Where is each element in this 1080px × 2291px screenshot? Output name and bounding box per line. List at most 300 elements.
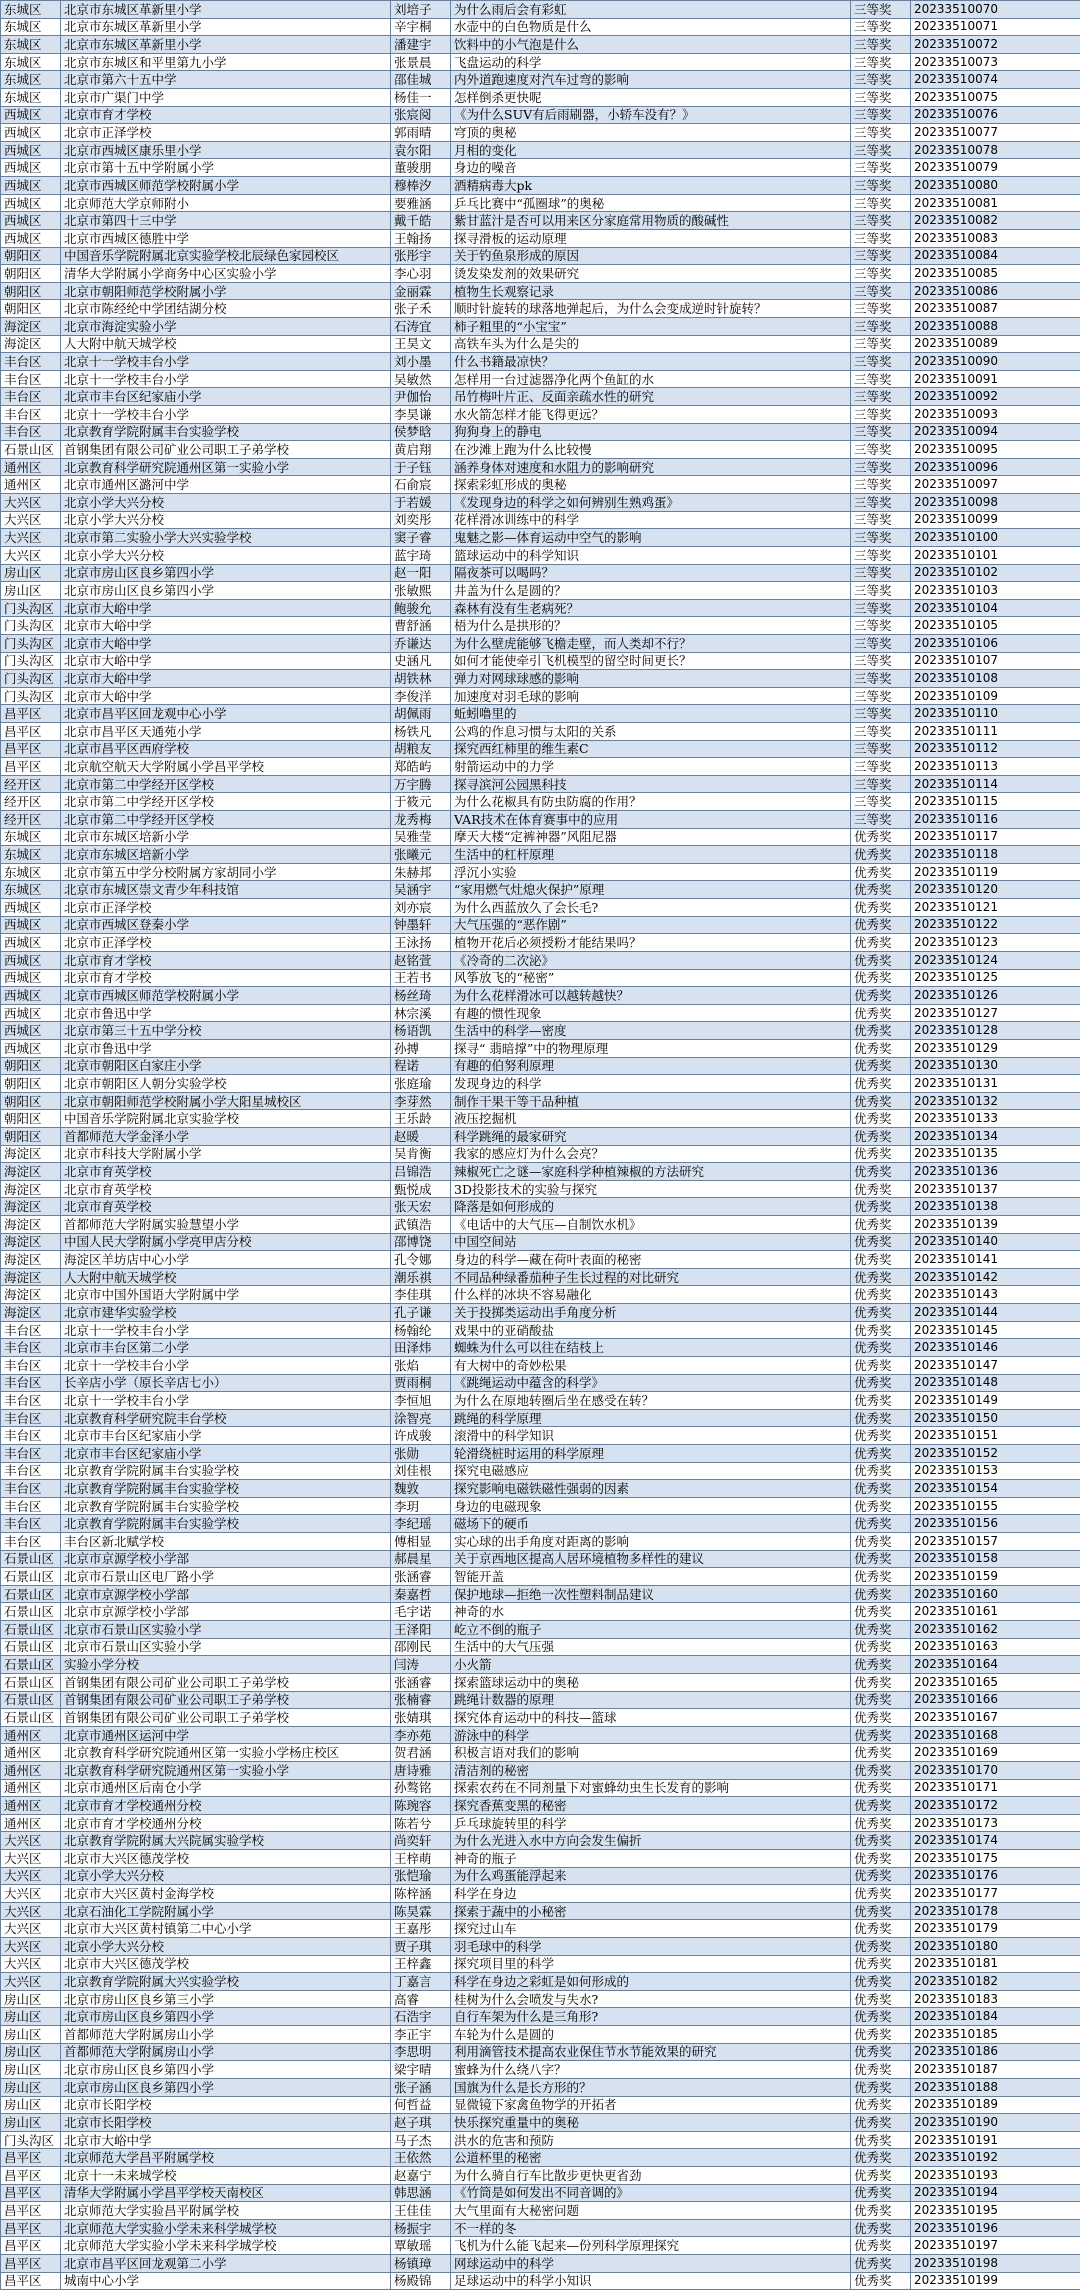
project-title-cell: 植物开花后必须授粉才能结果吗？ — [451, 934, 851, 952]
table-row — [1, 441, 1080, 459]
entry-number-cell: 20233510110 — [911, 705, 1080, 723]
district-cell: 海淀区 — [1, 1286, 61, 1304]
district-cell: 东城区 — [1, 18, 61, 36]
entry-number-cell: 20233510079 — [911, 159, 1080, 177]
award-level-cell: 优秀奖 — [851, 1990, 911, 2008]
entry-number-cell: 20233510192 — [911, 2149, 1080, 2167]
school-cell: 北京市大峪中学 — [61, 634, 391, 652]
school-cell: 北京教育科学研究院通州区第一实验小学 — [61, 1761, 391, 1779]
entry-number-cell: 20233510122 — [911, 916, 1080, 934]
project-title-cell: 柿子粗里的“小宝宝” — [451, 317, 851, 335]
school-cell: 北京市正泽学校 — [61, 124, 391, 142]
district-cell: 通州区 — [1, 458, 61, 476]
entry-number-cell: 20233510116 — [911, 811, 1080, 829]
project-title-cell: 水火箭怎样才能飞得更远？ — [451, 406, 851, 424]
school-cell: 北京十一学校丰台小学 — [61, 370, 391, 388]
district-cell: 朝阳区 — [1, 1128, 61, 1146]
table-row — [1, 899, 1080, 917]
award-level-cell: 优秀奖 — [851, 899, 911, 917]
student-name-cell: 张敏熙 — [391, 582, 451, 600]
project-title-cell: 桂树为什么会喷发与失水? — [451, 1990, 851, 2008]
school-cell: 北京市东城区崇文青少年科技馆 — [61, 881, 391, 899]
student-name-cell: 张庭瑜 — [391, 1075, 451, 1093]
school-cell: 北京市丰台区纪家庙小学 — [61, 1444, 391, 1462]
school-cell: 北京市鲁迅中学 — [61, 1039, 391, 1057]
entry-number-cell: 20233510080 — [911, 177, 1080, 195]
school-cell: 北京市京源学校小学部 — [61, 1585, 391, 1603]
school-cell: 北京市陈经纶中学团结湖分校 — [61, 300, 391, 318]
award-level-cell: 优秀奖 — [851, 881, 911, 899]
entry-number-cell: 20233510152 — [911, 1444, 1080, 1462]
table-row — [1, 423, 1080, 441]
district-cell: 东城区 — [1, 89, 61, 107]
award-level-cell: 优秀奖 — [851, 2026, 911, 2044]
award-level-cell: 三等奖 — [851, 758, 911, 776]
award-level-cell: 优秀奖 — [851, 2114, 911, 2132]
entry-number-cell: 20233510107 — [911, 652, 1080, 670]
table-row — [1, 1, 1080, 19]
school-cell: 北京市昌平区回龙观中心小学 — [61, 705, 391, 723]
district-cell: 西城区 — [1, 916, 61, 934]
table-row — [1, 529, 1080, 547]
school-cell: 北京市大兴区黄村金海学校 — [61, 1885, 391, 1903]
entry-number-cell: 20233510180 — [911, 1938, 1080, 1956]
entry-number-cell: 20233510095 — [911, 441, 1080, 459]
award-level-cell: 三等奖 — [851, 406, 911, 424]
table-row — [1, 793, 1080, 811]
project-title-cell: 为什么壁虎能够飞檐走壁，而人类却不行？ — [451, 634, 851, 652]
school-cell: 北京市石景山区电厂路小学 — [61, 1568, 391, 1586]
student-name-cell: 杨丝琦 — [391, 987, 451, 1005]
district-cell: 丰台区 — [1, 1515, 61, 1533]
school-cell: 北京教育学院附属丰台实验学校 — [61, 1462, 391, 1480]
award-level-cell: 优秀奖 — [851, 1849, 911, 1867]
entry-number-cell: 20233510168 — [911, 1726, 1080, 1744]
district-cell: 西城区 — [1, 194, 61, 212]
school-cell: 北京市东城区培新小学 — [61, 846, 391, 864]
table-row — [1, 811, 1080, 829]
school-cell: 北京市西城区登秦小学 — [61, 916, 391, 934]
award-level-cell: 三等奖 — [851, 229, 911, 247]
entry-number-cell: 20233510139 — [911, 1216, 1080, 1234]
project-title-cell: 大气压强的“恶作剧” — [451, 916, 851, 934]
table-row — [1, 406, 1080, 424]
school-cell: 首都师范大学附属房山小学 — [61, 2043, 391, 2061]
entry-number-cell: 20233510137 — [911, 1180, 1080, 1198]
district-cell: 丰台区 — [1, 1356, 61, 1374]
entry-number-cell: 20233510085 — [911, 265, 1080, 283]
student-name-cell: 杨殿锦 — [391, 2272, 451, 2290]
district-cell: 大兴区 — [1, 1920, 61, 1938]
student-name-cell: 王佳佳 — [391, 2202, 451, 2220]
student-name-cell: 袁尔阳 — [391, 141, 451, 159]
award-level-cell: 优秀奖 — [851, 1568, 911, 1586]
table-row — [1, 335, 1080, 353]
school-cell: 北京教育学院附属丰台实验学校 — [61, 1497, 391, 1515]
table-row — [1, 1568, 1080, 1586]
entry-number-cell: 20233510126 — [911, 987, 1080, 1005]
table-row — [1, 1920, 1080, 1938]
entry-number-cell: 20233510088 — [911, 317, 1080, 335]
district-cell: 大兴区 — [1, 1938, 61, 1956]
award-level-cell: 优秀奖 — [851, 1462, 911, 1480]
student-name-cell: 孙搏 — [391, 1039, 451, 1057]
entry-number-cell: 20233510158 — [911, 1550, 1080, 1568]
student-name-cell: 金丽霖 — [391, 282, 451, 300]
award-level-cell: 优秀奖 — [851, 1656, 911, 1674]
award-level-cell: 优秀奖 — [851, 1092, 911, 1110]
award-level-cell: 优秀奖 — [851, 1726, 911, 1744]
district-cell: 海淀区 — [1, 1180, 61, 1198]
school-cell: 北京十一学校丰台小学 — [61, 1392, 391, 1410]
student-name-cell: 潮乐祺 — [391, 1268, 451, 1286]
entry-number-cell: 20233510105 — [911, 617, 1080, 635]
project-title-cell: 跳绳的科学原理 — [451, 1409, 851, 1427]
student-name-cell: 张宸阅 — [391, 106, 451, 124]
project-title-cell: 积极言语对我们的影响 — [451, 1744, 851, 1762]
table-row — [1, 1691, 1080, 1709]
district-cell: 西城区 — [1, 987, 61, 1005]
entry-number-cell: 20233510199 — [911, 2272, 1080, 2290]
project-title-cell: 跳绳计数器的原理 — [451, 1691, 851, 1709]
project-title-cell: 摩天大楼“定裤神器”风阻尼器 — [451, 828, 851, 846]
school-cell: 人大附中航天城学校 — [61, 1268, 391, 1286]
student-name-cell: 张曦元 — [391, 846, 451, 864]
entry-number-cell: 20233510115 — [911, 793, 1080, 811]
district-cell: 房山区 — [1, 2078, 61, 2096]
table-row — [1, 951, 1080, 969]
table-row — [1, 1973, 1080, 1991]
table-row — [1, 1603, 1080, 1621]
project-title-cell: 涵养身体对速度和水阻力的影响研究 — [451, 458, 851, 476]
project-title-cell: 《电话中的大气压—自制饮水机》 — [451, 1216, 851, 1234]
award-level-cell: 三等奖 — [851, 652, 911, 670]
school-cell: 北京市海淀实验小学 — [61, 317, 391, 335]
award-level-cell: 三等奖 — [851, 388, 911, 406]
entry-number-cell: 20233510100 — [911, 529, 1080, 547]
table-row — [1, 141, 1080, 159]
award-level-cell: 优秀奖 — [851, 1128, 911, 1146]
student-name-cell: 田泽炜 — [391, 1339, 451, 1357]
award-level-cell: 三等奖 — [851, 89, 911, 107]
award-level-cell: 优秀奖 — [851, 2008, 911, 2026]
table-row — [1, 2026, 1080, 2044]
award-level-cell: 优秀奖 — [851, 2061, 911, 2079]
project-title-cell: 为什么花样滑冰可以越转越快？ — [451, 987, 851, 1005]
table-row — [1, 265, 1080, 283]
award-level-cell: 优秀奖 — [851, 1409, 911, 1427]
project-title-cell: 关于京西地区提高人居环境植物多样性的建议 — [451, 1550, 851, 1568]
district-cell: 西城区 — [1, 1039, 61, 1057]
table-row — [1, 740, 1080, 758]
entry-number-cell: 20233510138 — [911, 1198, 1080, 1216]
student-name-cell: 张子禾 — [391, 300, 451, 318]
award-level-cell: 三等奖 — [851, 106, 911, 124]
school-cell: 北京市昌平区天通苑小学 — [61, 722, 391, 740]
table-row — [1, 722, 1080, 740]
project-title-cell: 发现身边的科学 — [451, 1075, 851, 1093]
project-title-cell: 公鸡的作息习惯与太阳的关系 — [451, 722, 851, 740]
district-cell: 门头沟区 — [1, 599, 61, 617]
student-name-cell: 赵暖 — [391, 1128, 451, 1146]
student-name-cell: 贾雨桐 — [391, 1374, 451, 1392]
district-cell: 大兴区 — [1, 1849, 61, 1867]
entry-number-cell: 20233510101 — [911, 546, 1080, 564]
project-title-cell: 怎样倒杀更快呢 — [451, 89, 851, 107]
table-row — [1, 1550, 1080, 1568]
project-title-cell: 滚滑中的科学知识 — [451, 1427, 851, 1445]
entry-number-cell: 20233510130 — [911, 1057, 1080, 1075]
district-cell: 丰台区 — [1, 1321, 61, 1339]
table-row — [1, 476, 1080, 494]
entry-number-cell: 20233510188 — [911, 2078, 1080, 2096]
entry-number-cell: 20233510114 — [911, 775, 1080, 793]
table-row — [1, 617, 1080, 635]
table-row — [1, 1022, 1080, 1040]
project-title-cell: 隔夜茶可以喝吗？ — [451, 564, 851, 582]
district-cell: 房山区 — [1, 582, 61, 600]
district-cell: 石景山区 — [1, 1621, 61, 1639]
award-level-cell: 优秀奖 — [851, 1110, 911, 1128]
district-cell: 大兴区 — [1, 1832, 61, 1850]
entry-number-cell: 20233510125 — [911, 969, 1080, 987]
table-row — [1, 881, 1080, 899]
table-row — [1, 2008, 1080, 2026]
student-name-cell: 吕锦浩 — [391, 1163, 451, 1181]
student-name-cell: 穆棒汐 — [391, 177, 451, 195]
project-title-cell: 篮球运动中的科学知识 — [451, 546, 851, 564]
school-cell: 北京市育才学校 — [61, 106, 391, 124]
award-level-cell: 优秀奖 — [851, 1533, 911, 1551]
table-row — [1, 670, 1080, 688]
award-level-cell: 优秀奖 — [851, 1885, 911, 1903]
student-name-cell: 王依然 — [391, 2149, 451, 2167]
table-row — [1, 863, 1080, 881]
entry-number-cell: 20233510087 — [911, 300, 1080, 318]
student-name-cell: 刘佳根 — [391, 1462, 451, 1480]
project-title-cell: 科学在身边 — [451, 1885, 851, 1903]
table-row — [1, 1128, 1080, 1146]
project-title-cell: 饮料中的小气泡是什么 — [451, 36, 851, 54]
school-cell: 北京市丰台区纪家庙小学 — [61, 1427, 391, 1445]
student-name-cell: 陈若兮 — [391, 1814, 451, 1832]
award-level-cell: 优秀奖 — [851, 1251, 911, 1269]
school-cell: 北京市昌平区西府学校 — [61, 740, 391, 758]
project-title-cell: 《竹筒是如何发出不同音调的》 — [451, 2184, 851, 2202]
school-cell: 中国音乐学院附属北京实验学校北辰绿色家园校区 — [61, 247, 391, 265]
district-cell: 西城区 — [1, 951, 61, 969]
school-cell: 北京师范大学实验昌平附属学校 — [61, 2202, 391, 2220]
project-title-cell: 不一样的冬 — [451, 2219, 851, 2237]
school-cell: 北京小学大兴分校 — [61, 546, 391, 564]
student-name-cell: 傅相显 — [391, 1533, 451, 1551]
school-cell: 北京航空航天大学附属小学昌平学校 — [61, 758, 391, 776]
district-cell: 通州区 — [1, 1779, 61, 1797]
entry-number-cell: 20233510076 — [911, 106, 1080, 124]
table-row — [1, 934, 1080, 952]
project-title-cell: 生活中的杠杆原理 — [451, 846, 851, 864]
school-cell: 北京市正泽学校 — [61, 934, 391, 952]
table-row — [1, 2078, 1080, 2096]
district-cell: 西城区 — [1, 212, 61, 230]
project-title-cell: 足球运动中的科学小知识 — [451, 2272, 851, 2290]
student-name-cell: 李昊谦 — [391, 406, 451, 424]
student-name-cell: 潘建宇 — [391, 36, 451, 54]
table-row — [1, 758, 1080, 776]
award-level-cell: 优秀奖 — [851, 1814, 911, 1832]
district-cell: 经开区 — [1, 793, 61, 811]
project-title-cell: 紫甘蓝汁是否可以用来区分家庭常用物质的酸碱性 — [451, 212, 851, 230]
district-cell: 房山区 — [1, 564, 61, 582]
project-title-cell: 关于钓鱼泉形成的原因 — [451, 247, 851, 265]
student-name-cell: 赵嘉宁 — [391, 2166, 451, 2184]
student-name-cell: 林宗溪 — [391, 1004, 451, 1022]
table-row — [1, 177, 1080, 195]
district-cell: 丰台区 — [1, 388, 61, 406]
table-row — [1, 2096, 1080, 2114]
student-name-cell: 戴千皓 — [391, 212, 451, 230]
student-name-cell: 于筱元 — [391, 793, 451, 811]
student-name-cell: 侯梦晗 — [391, 423, 451, 441]
student-name-cell: 李恒旭 — [391, 1392, 451, 1410]
project-title-cell: 洪水的危害和预防 — [451, 2131, 851, 2149]
project-title-cell: 怎样用一台过滤器净化两个鱼缸的水 — [451, 370, 851, 388]
table-row — [1, 582, 1080, 600]
student-name-cell: 王翰扬 — [391, 229, 451, 247]
entry-number-cell: 20233510160 — [911, 1585, 1080, 1603]
table-row — [1, 494, 1080, 512]
school-cell: 北京十一未来城学校 — [61, 2166, 391, 2184]
entry-number-cell: 20233510183 — [911, 1990, 1080, 2008]
district-cell: 西城区 — [1, 229, 61, 247]
award-level-cell: 优秀奖 — [851, 1039, 911, 1057]
award-list-body — [1, 1, 1080, 2290]
entry-number-cell: 20233510176 — [911, 1867, 1080, 1885]
project-title-cell: 我家的感应灯为什么会亮？ — [451, 1145, 851, 1163]
district-cell: 门头沟区 — [1, 670, 61, 688]
table-row — [1, 1832, 1080, 1850]
district-cell: 海淀区 — [1, 1304, 61, 1322]
table-row — [1, 1480, 1080, 1498]
table-row — [1, 1075, 1080, 1093]
table-row — [1, 1163, 1080, 1181]
entry-number-cell: 20233510099 — [911, 511, 1080, 529]
entry-number-cell: 20233510163 — [911, 1638, 1080, 1656]
student-name-cell: 邵刚民 — [391, 1638, 451, 1656]
school-cell: 北京教育学院附属大兴实验学校 — [61, 1973, 391, 1991]
project-title-cell: 探究体育运动中的科技—篮球 — [451, 1709, 851, 1727]
school-cell: 北京市育才学校 — [61, 951, 391, 969]
district-cell: 丰台区 — [1, 1427, 61, 1445]
project-title-cell: 飞盘运动的科学 — [451, 53, 851, 71]
award-level-cell: 优秀奖 — [851, 1920, 911, 1938]
project-title-cell: 智能开盖 — [451, 1568, 851, 1586]
project-title-cell: 《跳绳运动中蕴含的科学》 — [451, 1374, 851, 1392]
school-cell: 北京市长阳学校 — [61, 2114, 391, 2132]
table-row — [1, 370, 1080, 388]
school-cell: 北京市科技大学附属小学 — [61, 1145, 391, 1163]
award-level-cell: 优秀奖 — [851, 1709, 911, 1727]
award-level-cell: 优秀奖 — [851, 1955, 911, 1973]
table-row — [1, 1409, 1080, 1427]
entry-number-cell: 20233510172 — [911, 1797, 1080, 1815]
award-level-cell: 优秀奖 — [851, 1902, 911, 1920]
school-cell: 北京市京源学校小学部 — [61, 1550, 391, 1568]
school-cell: 北京师范大学京师附小 — [61, 194, 391, 212]
school-cell: 北京市正泽学校 — [61, 899, 391, 917]
award-level-cell: 优秀奖 — [851, 934, 911, 952]
entry-number-cell: 20233510117 — [911, 828, 1080, 846]
school-cell: 北京十一学校丰台小学 — [61, 406, 391, 424]
project-title-cell: 网球运动中的科学 — [451, 2255, 851, 2273]
table-row — [1, 212, 1080, 230]
table-row — [1, 1427, 1080, 1445]
district-cell: 朝阳区 — [1, 1092, 61, 1110]
student-name-cell: 李心羽 — [391, 265, 451, 283]
student-name-cell: 蓝宇琦 — [391, 546, 451, 564]
award-level-cell: 优秀奖 — [851, 1621, 911, 1639]
table-row — [1, 106, 1080, 124]
student-name-cell: 何哲益 — [391, 2096, 451, 2114]
award-level-cell: 优秀奖 — [851, 1603, 911, 1621]
project-title-cell: 烫发染发剂的效果研究 — [451, 265, 851, 283]
table-row — [1, 1849, 1080, 1867]
award-level-cell: 优秀奖 — [851, 1515, 911, 1533]
district-cell: 昌平区 — [1, 2202, 61, 2220]
district-cell: 西城区 — [1, 1004, 61, 1022]
table-row — [1, 1656, 1080, 1674]
project-title-cell: 身边的电磁现象 — [451, 1497, 851, 1515]
district-cell: 昌平区 — [1, 2255, 61, 2273]
award-level-cell: 优秀奖 — [851, 1744, 911, 1762]
project-title-cell: 为什么雨后会有彩虹 — [451, 1, 851, 19]
award-level-cell: 优秀奖 — [851, 2219, 911, 2237]
entry-number-cell: 20233510177 — [911, 1885, 1080, 1903]
district-cell: 丰台区 — [1, 1409, 61, 1427]
table-row — [1, 18, 1080, 36]
award-level-cell: 三等奖 — [851, 71, 911, 89]
award-level-cell: 优秀奖 — [851, 2272, 911, 2290]
table-row — [1, 1621, 1080, 1639]
district-cell: 昌平区 — [1, 2272, 61, 2290]
entry-number-cell: 20233510091 — [911, 370, 1080, 388]
project-title-cell: 辣椒死亡之谜—家庭科学种植辣椒的方法研究 — [451, 1163, 851, 1181]
district-cell: 大兴区 — [1, 1902, 61, 1920]
district-cell: 经开区 — [1, 811, 61, 829]
school-cell: 北京教育学院附属大兴院属实验学校 — [61, 1832, 391, 1850]
student-name-cell: 王泳扬 — [391, 934, 451, 952]
project-title-cell: 乒乓比赛中“孤圈球”的奥秘 — [451, 194, 851, 212]
student-name-cell: 陈琬容 — [391, 1797, 451, 1815]
project-title-cell: 实心球的出手角度对距离的影响 — [451, 1533, 851, 1551]
student-name-cell: 马子杰 — [391, 2131, 451, 2149]
school-cell: 首都师范大学金泽小学 — [61, 1128, 391, 1146]
award-level-cell: 优秀奖 — [851, 1550, 911, 1568]
district-cell: 昌平区 — [1, 2166, 61, 2184]
district-cell: 西城区 — [1, 899, 61, 917]
entry-number-cell: 20233510120 — [911, 881, 1080, 899]
award-level-cell: 优秀奖 — [851, 1233, 911, 1251]
school-cell: 北京市东城区培新小学 — [61, 828, 391, 846]
student-name-cell: 钟墨轩 — [391, 916, 451, 934]
student-name-cell: 胡粮友 — [391, 740, 451, 758]
entry-number-cell: 20233510074 — [911, 71, 1080, 89]
school-cell: 北京市中国外国语大学附属中学 — [61, 1286, 391, 1304]
district-cell: 通州区 — [1, 476, 61, 494]
table-row — [1, 2043, 1080, 2061]
school-cell: 北京市大峪中学 — [61, 652, 391, 670]
entry-number-cell: 20233510193 — [911, 2166, 1080, 2184]
